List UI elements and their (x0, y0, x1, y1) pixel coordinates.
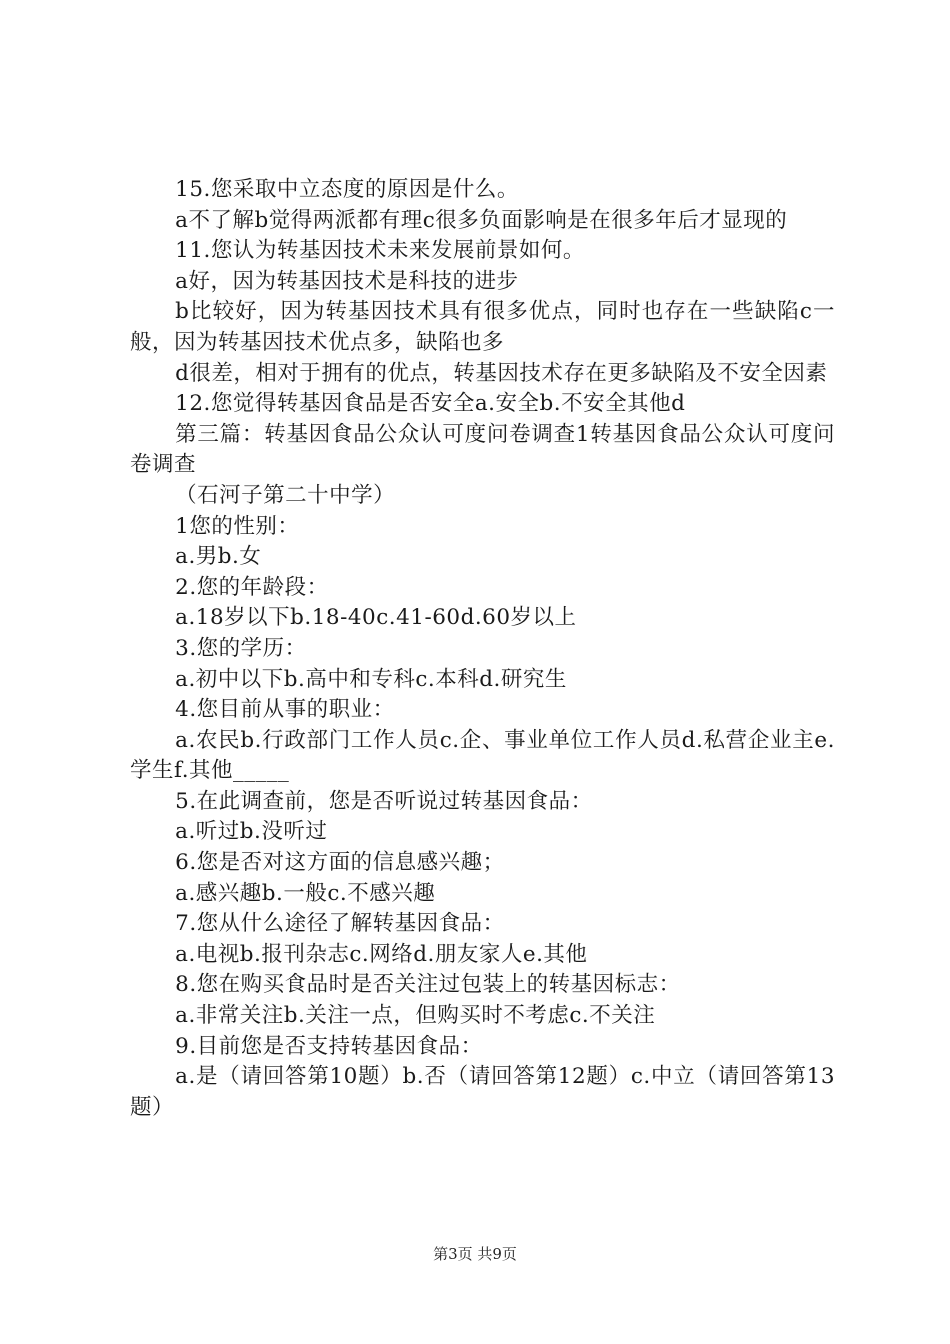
paragraph-q9: 9.目前您是否支持转基因食品： (175, 1033, 483, 1059)
paragraph-q1-options: a.男b.女 (175, 544, 262, 570)
page-footer (0, 1244, 950, 1264)
paragraph-q3-options: a.初中以下b.高中和专科c.本科d.研究生 (175, 666, 567, 692)
paragraph-q4: 4.您目前从事的职业： (175, 697, 395, 723)
paragraph-q7-options: a.电视b.报刊杂志c.网络d.朋友家人e.其他 (175, 941, 588, 967)
paragraph-q5: 5.在此调查前，您是否听说过转基因食品： (175, 788, 593, 814)
paragraph-q12: 12.您觉得转基因食品是否安全a.安全b.不安全其他d (175, 391, 686, 417)
paragraph-q9-options: a.是（请回答第10题）b.否（请回答第12题）c.中立（请回答第13题） (130, 1064, 835, 1120)
paragraph-q1: 1您的性别： (175, 513, 300, 539)
paragraph-q5-options: a.听过b.没听过 (175, 819, 328, 845)
paragraph-q15-options: a不了解b觉得两派都有理c很多负面影响是在很多年后才显现的 (175, 207, 788, 233)
paragraph-q2: 2.您的年龄段： (175, 574, 329, 600)
paragraph-q11: 11.您认为转基因技术未来发展前景如何。 (175, 238, 585, 264)
paragraph-q11-option-d: d很差，相对于拥有的优点，转基因技术存在更多缺陷及不安全因素 (175, 360, 828, 386)
paragraph-q6: 6.您是否对这方面的信息感兴趣； (175, 850, 505, 876)
paragraph-q7: 7.您从什么途径了解转基因食品： (175, 911, 505, 937)
paragraph-q3: 3.您的学历： (175, 635, 307, 661)
paragraph-section-heading: 第三篇：转基因食品公众认可度问卷调查1转基因食品公众认可度问卷调查 (130, 421, 835, 478)
paragraph-q4-options: a.农民b.行政部门工作人员c.企、事业单位工作人员d.私营企业主e.学生f.其他_____ (130, 727, 835, 784)
document-body (130, 175, 835, 1123)
paragraph-q11-option-bc: b比较好，因为转基因技术具有很多优点，同时也存在一些缺陷c一般，因为转基因技术优点多，缺陷也多 (130, 299, 835, 355)
paragraph-school: （石河子第二十中学） (175, 482, 396, 508)
paragraph-q2-options: a.18岁以下b.18-40c.41-60d.60岁以上 (175, 605, 577, 631)
paragraph-q8: 8.您在购买食品时是否关注过包装上的转基因标志： (175, 972, 681, 998)
paragraph-q15: 15.您采取中立态度的原因是什么。 (175, 177, 519, 202)
paragraph-q8-options: a.非常关注b.关注一点，但购买时不考虑c.不关注 (175, 1003, 656, 1029)
paragraph-q11-option-a: a好，因为转基因技术是科技的进步 (175, 268, 519, 294)
page-number-label: 第3页 共9页 (433, 1245, 517, 1263)
paragraph-q6-options: a.感兴趣b.一般c.不感兴趣 (175, 880, 436, 906)
